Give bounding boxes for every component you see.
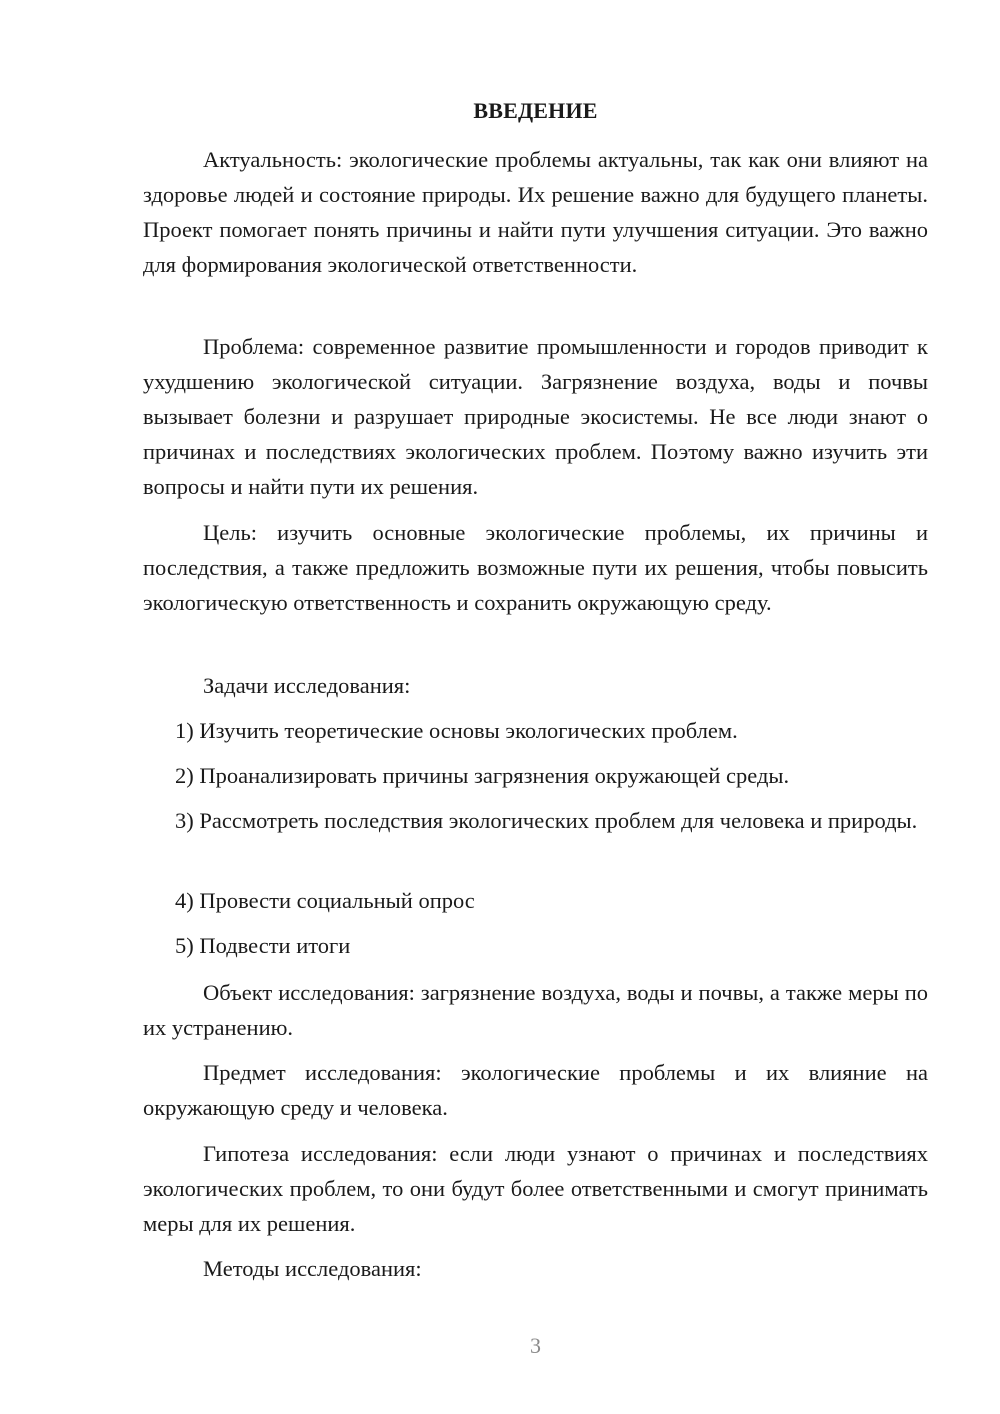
paragraph-problem: Проблема: современное развитие промышленности и городов приводит к ухудшению экологической ситуации. Загрязнение воздуха, воды и почвы вызывает болезни и разрушает природные экосистемы. Не все люди знают о причинах и последствиях экологических проблем. Поэтому важно изучить эти вопросы и найти пути их решения. [143, 334, 928, 499]
paragraph-tasks-heading: Задачи исследования: [203, 673, 411, 698]
page-number: 3 [530, 1333, 541, 1358]
task-item-5: 5) Подвести итоги [175, 933, 351, 958]
task-item-2: 2) Проанализировать причины загрязнения окружающей среды. [175, 763, 790, 788]
page-title: ВВЕДЕНИЕ [473, 98, 598, 123]
paragraph-object: Объект исследования: загрязнение воздуха, воды и почвы, а также меры по их устранению. [143, 980, 928, 1040]
paragraph-goal: Цель: изучить основные экологические проблемы, их причины и последствия, а также предложить возможные пути их решения, чтобы повысить экологическую ответственность и сохранить окружающую среду. [143, 520, 928, 615]
paragraph-subject: Предмет исследования: экологические проблемы и их влияние на окружающую среду и человека. [143, 1060, 928, 1120]
task-item-3: 3) Рассмотреть последствия экологических проблем для человека и природы. [175, 808, 918, 833]
task-item-1: 1) Изучить теоретические основы экологических проблем. [175, 718, 738, 743]
paragraph-hypothesis: Гипотеза исследования: если люди узнают о причинах и последствиях экологических проблем, то они будут более ответственными и смогут принимать меры для их решения. [143, 1141, 928, 1236]
task-item-4: 4) Провести социальный опрос [175, 888, 475, 913]
paragraph-relevance: Актуальность: экологические проблемы актуальны, так как они влияют на здоровье людей и состояние природы. Их решение важно для будущего планеты. Проект помогает понять причины и найти пути улучшения ситуации. Это важно для формирования экологической ответственности. [143, 147, 928, 277]
paragraph-methods: Методы исследования: [203, 1256, 422, 1281]
